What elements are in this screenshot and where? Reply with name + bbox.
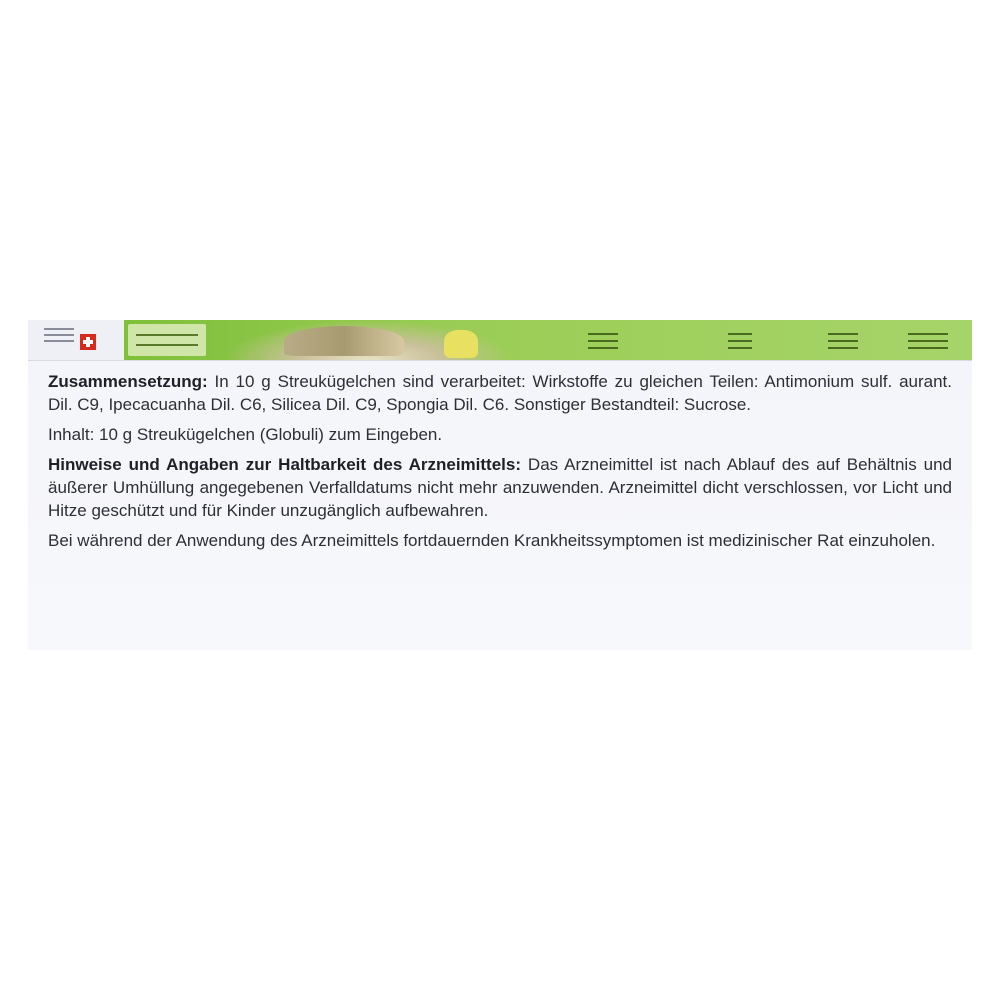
box-top-edge: [28, 320, 972, 360]
top-edge-small-print: [44, 324, 74, 356]
storage-text: Das Arzneimittel ist nach Ablauf des auf Behältnis und äußerer Umhüllung angegebenen Verfalldatums nicht mehr anzuwenden. Arzneimittel dicht verschlossen, vor Licht und Hitze geschützt und für Kinder unzugänglich aufbewahren.: [48, 455, 952, 520]
box-front-panel: [28, 360, 972, 650]
illustration-animal: [284, 326, 404, 356]
advice-paragraph: Bei während der Anwendung des Arzneimittels fortdauernden Krankheitssymptomen ist medizinischer Rat einzuholen.: [48, 531, 936, 550]
package-insert-text: [48, 370, 952, 559]
storage-heading: Hinweise und Angaben zur Haltbarkeit des Arzneimittels:: [48, 455, 521, 474]
composition-heading: Zusammensetzung:: [48, 372, 208, 391]
composition-paragraph: [48, 370, 952, 416]
illustration-flower: [444, 330, 478, 358]
top-edge-white-band: [28, 320, 124, 360]
swiss-flag-icon: [80, 334, 96, 350]
top-edge-marks: [828, 328, 858, 354]
top-edge-marks: [728, 328, 752, 354]
top-edge-label: [128, 324, 206, 356]
top-edge-illustration: [224, 320, 514, 360]
top-edge-marks: [908, 328, 948, 354]
storage-paragraph: [48, 453, 952, 522]
contents-paragraph: Inhalt: 10 g Streukügelchen (Globuli) zum Eingeben.: [48, 425, 443, 444]
top-edge-marks: [588, 328, 618, 354]
composition-text: In 10 g Streukügelchen sind verarbeitet: Wirkstoffe zu gleichen Teilen: Antimonium sulf. aurant. Dil. C9, Ipecacuanha Dil. C6, Silicea Dil. C9, Spongia Dil. C6. Sonstiger Bestandteil: Sucrose.: [48, 372, 952, 414]
product-box: [28, 320, 972, 650]
